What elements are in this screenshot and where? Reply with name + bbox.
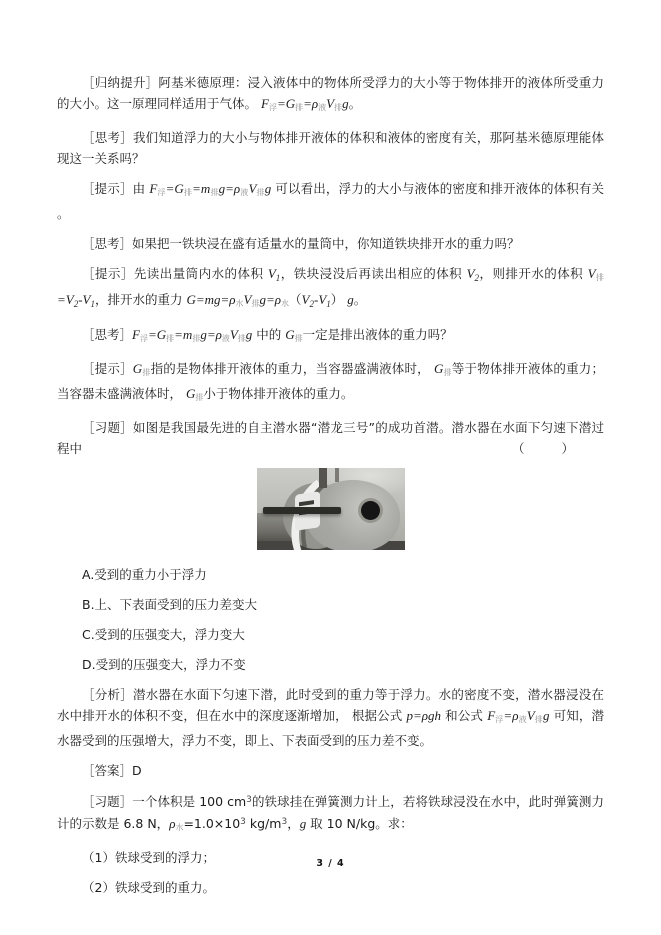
text-run: 水 <box>281 299 290 308</box>
antenna <box>335 468 339 482</box>
text-run: ［习题］如图是我国最先进的自主潜水器“潜龙三号”的成功首潜。潜水器在水面下匀速下潜过程中 <box>57 420 604 456</box>
text-run: 可知，潜水器受到的压强增大，浮力不变，即上、下表面受到的压力差不变。 <box>57 708 604 748</box>
option-a <box>57 564 604 585</box>
text-run: 等于物体排开液体的重力；当容器未盛满液体时， <box>57 361 604 401</box>
text-run: A.受到的重力小于浮力 <box>82 567 207 582</box>
text-run: 排 <box>294 334 303 343</box>
text-run: 1 <box>90 299 95 309</box>
text-run: ［思考］我们知道浮力的大小与物体排开液体的体积和液体的密度有关，那阿基米德原理能体现这一关系吗？ <box>57 130 604 166</box>
text-run: g=ρ <box>200 327 222 342</box>
hint-paragraph-1 <box>57 178 604 224</box>
text-run: kg/m <box>245 816 282 831</box>
text-run: 取 10 N/kg。求： <box>306 816 413 831</box>
text-run: =1.0×10 <box>183 816 241 831</box>
text-run: ［思考］如果把一铁块浸在盛有适量水的量筒中，你知道铁块排开水的重力吗？ <box>82 236 520 251</box>
text-run: g <box>347 292 354 307</box>
text-run: G=mg=ρ <box>186 292 236 307</box>
text-run: 液 <box>240 188 249 197</box>
answer-line <box>57 760 604 781</box>
text-run: ［习题］一个体积是 100 cm <box>82 794 247 809</box>
text-run: =G <box>147 327 167 342</box>
text-run: ［答案］D <box>82 763 142 778</box>
option-d <box>57 654 604 675</box>
exercise-1-stem <box>57 417 604 459</box>
text-run: 排 <box>192 334 201 343</box>
text-run: 2 <box>474 273 480 283</box>
text-run: ） <box>330 292 348 307</box>
text-run: 浮 <box>139 334 148 343</box>
text-run: 排 <box>251 299 260 308</box>
text-run: g=ρ <box>218 181 241 196</box>
text-run: V <box>526 708 535 723</box>
text-run: F <box>487 708 496 723</box>
text-run: B.上、下表面受到的压力差变大 <box>82 597 258 612</box>
text-run: 水 <box>175 823 184 832</box>
text-run: g <box>299 816 307 831</box>
text-run: ，铁块浸没后再读出相应的体积 <box>280 266 467 281</box>
sub-question-2 <box>57 877 604 898</box>
exercise-2-stem <box>57 790 604 838</box>
text-run: g <box>542 708 550 723</box>
text-run: 浮 <box>268 103 277 112</box>
text-run: 排 <box>295 103 304 112</box>
text-run: =ρ <box>503 708 519 723</box>
text-run: ［归纳提升］阿基米德原理：浸入液体中的物体所受浮力的大小等于物体排开的液体所受重力的大小。这一原理同样适用于气体。 <box>57 75 604 111</box>
text-run: 排 <box>256 188 265 197</box>
text-run: 和公式 <box>441 708 488 723</box>
text-run: p=ρgh <box>406 708 442 723</box>
text-run: 排 <box>210 188 219 197</box>
text-run: ［分析］潜水器在水面下匀速下潜，此时受到的重力等于浮力。水的密度不变，潜水器浸没在水中排开水的体积不变，但在水中的深度逐渐增加， 根据公式 <box>57 687 604 723</box>
text-run: 排 <box>183 188 193 197</box>
text-run: 水 <box>235 299 244 308</box>
think-question-1 <box>57 127 604 169</box>
figure <box>57 468 604 550</box>
analysis-paragraph <box>57 684 604 751</box>
text-run: =G <box>165 181 184 196</box>
text-run: V <box>243 292 252 307</box>
text-run: g=ρ <box>259 292 282 307</box>
text-run: 排 <box>195 393 204 402</box>
text-run: ， <box>287 816 300 831</box>
text-run: 的铁球挂在弹簧测力计上，若将铁球浸没在水中，此时弹簧测力计的示数是 6.8 N， <box>57 794 604 831</box>
text-run: 排 <box>166 334 175 343</box>
text-run: 2 <box>73 299 79 309</box>
text-run: V <box>326 96 335 111</box>
text-run: =V <box>57 292 74 307</box>
text-run: 浮 <box>495 715 504 724</box>
summary-paragraph <box>57 72 604 118</box>
text-run: 一定是排出液体的重力吗？ <box>302 327 453 342</box>
text-run: 液 <box>518 715 527 724</box>
text-run: 排 <box>237 334 246 343</box>
text-run: （ <box>289 292 302 307</box>
text-run: ，排开水的重力 <box>95 292 187 307</box>
text-run: =m <box>192 181 211 196</box>
text-run: G <box>132 361 143 376</box>
text-run: g <box>264 181 272 196</box>
think-question-3 <box>57 324 604 349</box>
text-run: V <box>267 266 276 281</box>
text-run: 1 <box>326 299 331 309</box>
hint-paragraph-2 <box>57 263 604 315</box>
text-run: F <box>260 96 269 111</box>
text-run: 3 <box>281 817 288 827</box>
text-run: 排 <box>142 368 151 377</box>
hint-paragraph-3 <box>57 358 604 408</box>
text-run: 小于物体排开液体的重力。 <box>203 386 354 401</box>
text-run: 2 <box>309 299 314 309</box>
text-run: g <box>342 96 349 111</box>
submersible-photo <box>257 468 405 550</box>
text-run: 3 <box>246 795 252 805</box>
text-run: G <box>285 327 295 342</box>
text-run: 排 <box>334 103 343 112</box>
text-run: 。 <box>353 292 367 307</box>
text-run: V <box>301 292 310 307</box>
text-run: （1）铁球受到的浮力； <box>82 850 215 865</box>
text-run: 3 <box>240 817 246 827</box>
text-run: 浮 <box>157 188 166 197</box>
text-run: =ρ <box>303 96 319 111</box>
text-run: 排 <box>443 368 452 377</box>
text-run: G <box>185 386 196 401</box>
text-run: V <box>587 266 596 281</box>
text-run: ρ <box>169 816 176 831</box>
thruster-porthole <box>361 501 380 520</box>
text-run: （2）铁球受到的重力。 <box>82 880 215 895</box>
page-number: 3 / 4 <box>316 858 345 869</box>
content-bottom <box>57 564 604 898</box>
text-run: ，则排开水的体积 <box>479 266 588 281</box>
think-question-2 <box>57 233 604 254</box>
text-run: F <box>149 181 158 196</box>
text-run: F <box>132 327 140 342</box>
content-top <box>57 72 604 459</box>
text-run: ［提示］由 <box>82 181 150 196</box>
text-run: ［提示］先读出量筒内水的体积 <box>82 266 268 281</box>
text-run: 排 <box>595 273 604 282</box>
text-run: -V <box>313 292 327 307</box>
text-run: D.受到的压强变大，浮力不变 <box>82 657 246 672</box>
text-run: -V <box>78 292 91 307</box>
text-run: =G <box>276 96 296 111</box>
option-b <box>57 594 604 615</box>
text-run: 指的是物体排开液体的重力，当容器盛满液体时， <box>150 361 435 376</box>
text-run: 液 <box>221 334 230 343</box>
option-c <box>57 624 604 645</box>
text-run: 排 <box>534 715 543 724</box>
text-run: C.受到的压强变大，浮力变大 <box>82 627 245 642</box>
text-run: ［提示］ <box>82 361 133 376</box>
text-run: G <box>434 361 444 376</box>
side-wing <box>263 507 341 514</box>
mast <box>319 468 327 488</box>
text-run: V <box>229 327 238 342</box>
text-run: V <box>466 266 475 281</box>
text-run: 可以看出，浮力的大小与液体的密度和排开液体的体积有关 。 <box>57 181 605 221</box>
text-run: 。 <box>348 96 362 111</box>
hull-marking-text <box>299 500 314 506</box>
text-run: =m <box>174 327 193 342</box>
text-run: 中的 <box>252 327 286 342</box>
text-run: g <box>245 327 253 342</box>
answer-blank: （ ） <box>511 441 578 456</box>
text-run: ［思考］ <box>82 327 133 342</box>
text-run: V <box>248 181 257 196</box>
text-run: 液 <box>318 103 327 112</box>
text-run: 1 <box>275 273 281 283</box>
